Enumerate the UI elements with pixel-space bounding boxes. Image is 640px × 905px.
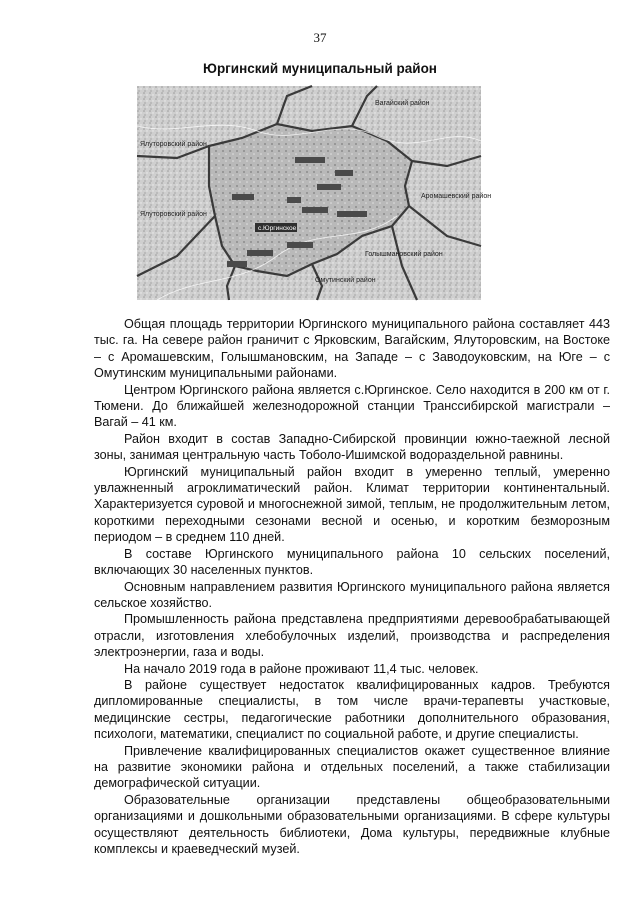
paragraph: Привлечение квалифицированных специалистов окажет существенное влияние на развитие экономики района и отдельных поселений, а также стабилизации демографической ситуации. <box>94 743 610 791</box>
settlement-marker <box>247 250 273 256</box>
settlement-marker <box>317 184 341 190</box>
settlement-marker <box>295 157 325 163</box>
settlement-marker <box>337 211 367 217</box>
neighbor-label: Вагайский район <box>375 100 430 107</box>
neighbor-label: Ялуторовский район <box>140 141 207 148</box>
paragraph: Основным направлением развития Юргинского муниципального района является сельское хозяйство. <box>94 579 610 610</box>
paragraph: Юргинский муниципальный район входит в умеренно теплый, умеренно увлажненный агроклиматический район. Климат территории континентальный. Характеризуется суровой и многоснежной зимой, теплым, не продолжительным летом, короткими переходными сезонами весной и осенью, и коротким безморозным периодом – в среднем 110 дней. <box>94 464 610 545</box>
settlement-marker <box>302 207 328 213</box>
settlement-marker <box>232 194 254 200</box>
paragraph: На начало 2019 года в районе проживают 11,4 тыс. человек. <box>124 661 479 676</box>
paragraph: В составе Юргинского муниципального района 10 сельских поселений, включающих 30 населенных пунктов. <box>94 546 610 578</box>
settlement-marker <box>227 261 247 267</box>
paragraph: Общая площадь территории Юргинского муниципального района составляет 443 тыс. га. На севере район граничит с Ярковским, Вагайским, Ялуторовским, на Востоке – с Аромашевским, Голышмановским, на Западе – с Заводоуковским, на Юге – с Омутинским муниципальными районами. <box>94 317 610 381</box>
neighbor-label: Аромашевский район <box>421 193 492 200</box>
district-map <box>137 86 492 300</box>
neighbor-label: Голышмановский район <box>365 251 443 258</box>
paragraph: Центром Юргинского района является с.Юргинское. Село находится в 200 км от г. Тюмени. До ближайшей железнодорожной станции Транссибирской магистрали – Вагай – 41 км. <box>94 382 610 430</box>
page-title: Юргинский муниципальный район <box>203 61 437 76</box>
settlement-marker <box>287 197 301 203</box>
paragraph: В районе существует недостаток квалифицированных кадров. Требуются дипломированные специалисты, в том числе врачи-терапевты участковые, медицинские сестры, педагогические работники дополнительного образования, психологи, математики, специалист по социальной работе, и другие специалисты. <box>94 677 610 742</box>
neighbor-label: Ялуторовский район <box>140 211 207 218</box>
paragraph: Промышленность района представлена предприятиями деревообрабатывающей отрасли, изготовления хлебобулочных изделий, производства и распределения электроэнергии, газа и воды. <box>94 612 610 660</box>
body-text <box>94 316 610 857</box>
paragraph: Образовательные организации представлены общеобразовательными организациями и дошкольными образовательными организациями. В сфере культуры осуществляют деятельность библиотеки, Дома культуры, передвижные клубные комплексы и краеведческий музей. <box>94 792 610 856</box>
center-label: с.Юргинское <box>258 225 297 232</box>
settlement-marker <box>335 170 353 176</box>
neighbor-label: Омутинский район <box>315 277 376 284</box>
page-number: 37 <box>313 30 327 45</box>
paragraph: Район входит в состав Западно-Сибирской провинции южно-таежной лесной зоны, занимая центральную часть Тоболо-Ишимской водораздельной равнины. <box>94 431 610 463</box>
settlement-marker <box>287 242 313 248</box>
